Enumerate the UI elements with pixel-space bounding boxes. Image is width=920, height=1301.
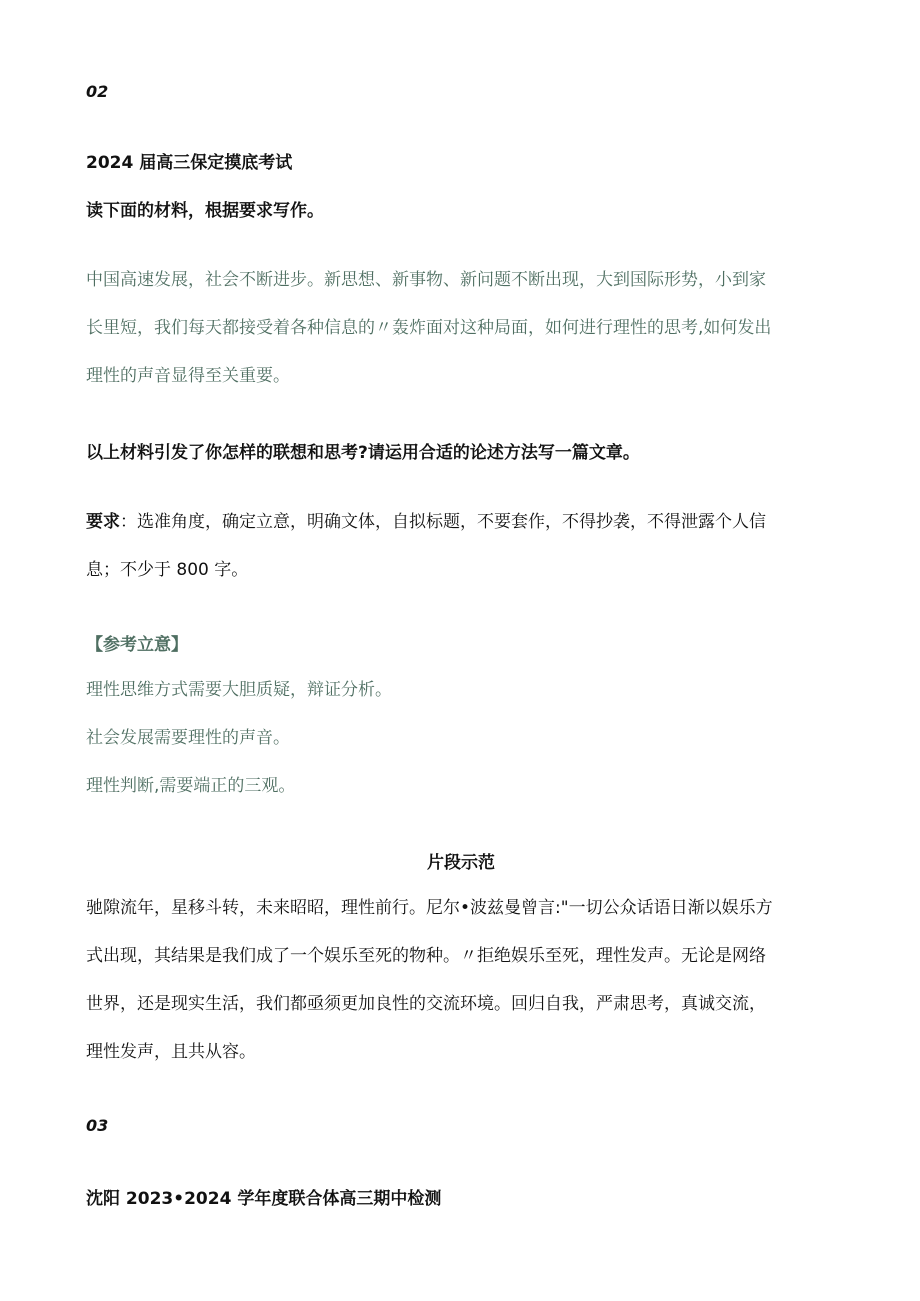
exam-title-shenyang: 沈阳 2023•2024 学年度联合体高三期中检测 xyxy=(86,1189,442,1209)
sample-line: 理性发声，且共从容。 xyxy=(86,1042,256,1062)
requirements-line xyxy=(86,498,836,546)
requirements-line: 息；不少于 800 字。 xyxy=(86,560,249,580)
reference-item: 社会发展需要理性的声音。 xyxy=(86,728,290,748)
sample-line: 式出现，其结果是我们成了一个娱乐至死的物种。〃拒绝娱乐至死，理性发声。无论是网络 xyxy=(86,946,766,966)
section-number-03: 03 xyxy=(86,1116,109,1135)
sample-line: 驰隙流年，星移斗转，未来昭昭，理性前行。尼尔•波兹曼曾言:"一切公众话语日渐以娱乐方 xyxy=(86,898,773,918)
reference-heading: 【参考立意】 xyxy=(86,635,188,655)
sample-line: 世界，还是现实生活，我们都亟须更加良性的交流环境。回归自我，严肃思考，真诚交流， xyxy=(86,994,766,1014)
material-line: 中国高速发展，社会不断进步。新思想、新事物、新问题不断出现，大到国际形势，小到家 xyxy=(86,270,766,290)
requirements-paragraph xyxy=(86,498,836,594)
material-line: 长里短，我们每天都接受着各种信息的〃轰炸面对这种局面，如何进行理性的思考,如何发出 xyxy=(86,318,772,338)
reference-item: 理性思维方式需要大胆质疑，辩证分析。 xyxy=(86,680,392,700)
material-paragraph xyxy=(86,256,836,400)
sample-heading: 片段示范 xyxy=(427,853,495,873)
material-line: 理性的声音显得至关重要。 xyxy=(86,366,290,386)
sample-paragraph xyxy=(86,884,836,1076)
reference-item: 理性判断,需要端正的三观。 xyxy=(86,776,296,796)
section-number-02: 02 xyxy=(86,82,109,101)
writing-prompt: 以上材料引发了你怎样的联想和思考?请运用合适的论述方法写一篇文章。 xyxy=(86,443,640,463)
writing-instruction: 读下面的材料，根据要求写作。 xyxy=(86,201,324,221)
exam-title-baoding: 2024 届高三保定摸底考试 xyxy=(86,153,293,173)
reference-list xyxy=(86,666,836,810)
requirements-label: 要求 xyxy=(86,512,120,532)
requirements-text: ：选准角度，确定立意，明确文体，自拟标题，不要套作，不得抄袭，不得泄露个人信 xyxy=(120,512,766,532)
